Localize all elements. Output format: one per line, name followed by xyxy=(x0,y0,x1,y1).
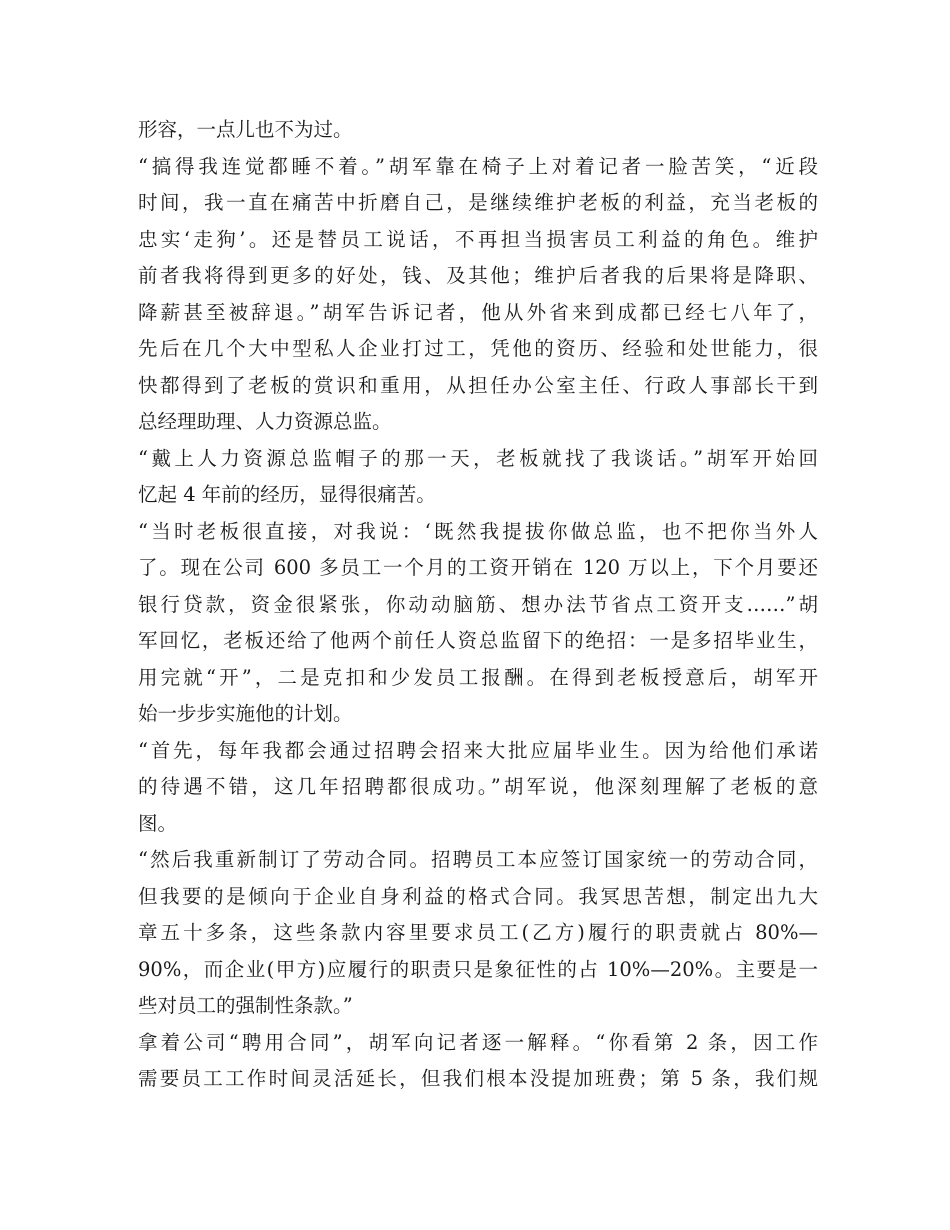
text-line: 始一步步实施他的计划。 xyxy=(138,702,353,725)
text-line: 快都得到了老板的赏识和重用，从担任办公室主任、行政人事部长干到 xyxy=(138,373,818,397)
text-line: 用完就“开”，二是克扣和少发员工报酬。在得到老板授意后，胡军开 xyxy=(138,665,818,689)
text-line: 银行贷款，资金很紧张，你动动脑筋、想办法节省点工资开支……”胡 xyxy=(138,592,818,616)
text-line: 图。 xyxy=(138,811,178,835)
text-line: 降薪甚至被辞退。”胡军告诉记者，他从外省来到成都已经七八年了， xyxy=(138,300,818,324)
text-line: 忆起 4 年前的经历，显得很痛苦。 xyxy=(138,483,436,506)
text-line: 些对员工的强制性条款。” xyxy=(138,994,353,1017)
text-line: 忠实‘走狗’。还是替员工说话，不再担当损害员工利益的角色。维护 xyxy=(138,227,818,251)
text-line: 的待遇不错，这几年招聘都很成功。”胡军说，他深刻理解了老板的意 xyxy=(138,775,818,798)
text-line: “首先，每年我都会通过招聘会招来大批应届毕业生。因为给他们承诺 xyxy=(138,738,818,762)
text-line: “然后我重新制订了劳动合同。招聘员工本应签订国家统一的劳动合同， xyxy=(138,848,818,871)
text-line: 拿着公司“聘用合同”，胡军向记者逐一解释。“你看第 2 条，因工作 xyxy=(138,1030,818,1054)
text-line: 但我要的是倾向于企业自身利益的格式合同。我冥思苦想，制定出九大 xyxy=(138,884,818,908)
text-line: 需要员工工作时间灵活延长，但我们根本没提加班费；第 5 条，我们规 xyxy=(138,1067,818,1090)
text-line: 前者我将得到更多的好处，钱、及其他；维护后者我的后果将是降职、 xyxy=(138,264,818,287)
text-line: “戴上人力资源总监帽子的那一天，老板就找了我谈话。”胡军开始回 xyxy=(138,446,818,470)
article-body xyxy=(138,112,818,1098)
text-line: “当时老板很直接，对我说：‘既然我提拔你做总监，也不把你当外人 xyxy=(138,519,818,543)
text-line: 90%，而企业(甲方)应履行的职责只是象征性的占 10%—20%。主要是一 xyxy=(138,957,818,981)
text-line: 时间，我一直在痛苦中折磨自己，是继续维护老板的利益，充当老板的 xyxy=(138,191,818,214)
text-line: 了。现在公司 600 多员工一个月的工资开销在 120 万以上，下个月要还 xyxy=(138,556,818,579)
text-line: 先后在几个大中型私人企业打过工，凭他的资历、经验和处世能力，很 xyxy=(138,337,818,360)
text-line: 形容，一点儿也不为过。 xyxy=(138,118,353,141)
text-line: “搞得我连觉都睡不着。”胡军靠在椅子上对着记者一脸苦笑，“近段 xyxy=(138,154,818,178)
text-line: 总经理助理、人力资源总监。 xyxy=(138,410,392,433)
text-line: 军回忆，老板还给了他两个前任人资总监留下的绝招：一是多招毕业生， xyxy=(138,629,818,652)
text-line: 章五十多条，这些条款内容里要求员工(乙方)履行的职责就占 80%— xyxy=(138,921,818,944)
